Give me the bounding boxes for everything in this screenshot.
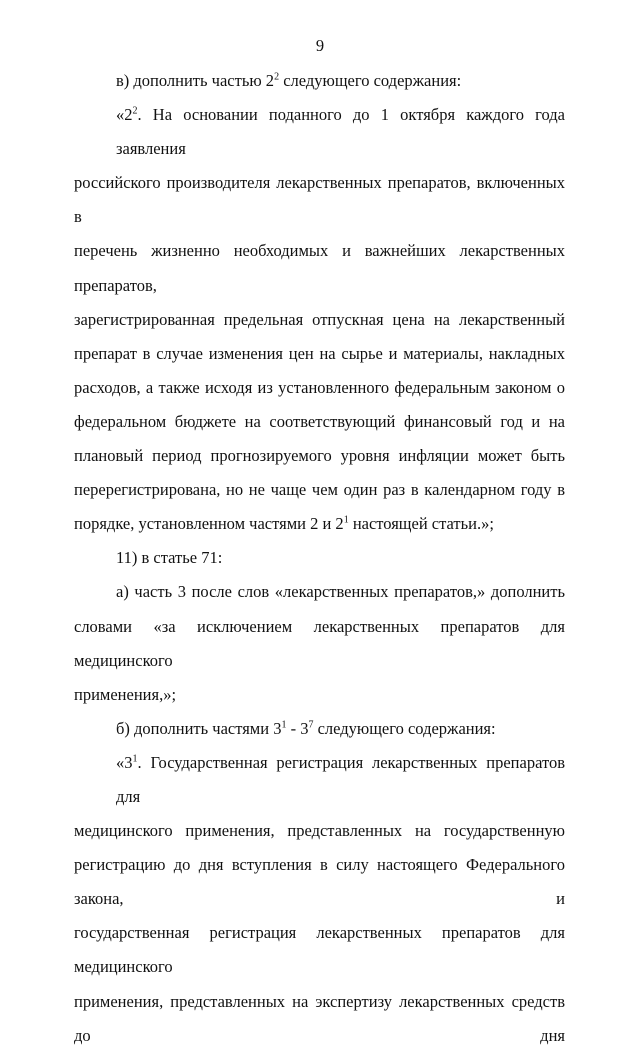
- text-run: расходов, а также исходя из установленного федеральным законом о: [74, 377, 565, 397]
- text-run: «2: [116, 105, 133, 125]
- text-run: государственная регистрация лекарственных препаратов для медицинского: [74, 923, 565, 977]
- text-run: в) дополнить частью 2: [116, 71, 275, 90]
- text-line: [74, 541, 565, 575]
- text-run: б) дополнить частями 3: [116, 718, 282, 738]
- superscript: 2: [274, 71, 280, 83]
- superscript: 2: [132, 105, 138, 117]
- text-run: применения,»;: [74, 684, 177, 704]
- text-run: настоящей статьи.»;: [348, 514, 494, 534]
- text-run: а) часть 3 после слов «лекарственных препаратов,» дополнить: [116, 582, 565, 602]
- text-line: [74, 746, 565, 814]
- text-line: [74, 985, 565, 1053]
- text-run: применения, представленных на экспертизу лекарственных средств до дня: [74, 991, 565, 1045]
- text-run: российского производителя лекарственных препаратов, включенных в: [74, 173, 565, 227]
- text-line: [74, 916, 565, 984]
- text-run: «3: [116, 752, 133, 772]
- text-run: медицинского применения, представленных на государственную: [74, 821, 565, 841]
- text-line: [74, 814, 565, 848]
- text-run: перечень жизненно необходимых и важнейших лекарственных препаратов,: [74, 241, 565, 295]
- text-line: [74, 64, 565, 98]
- text-run: следующего содержания:: [313, 718, 496, 738]
- text-line: [74, 303, 565, 337]
- text-run: следующего содержания:: [279, 71, 462, 90]
- text-line: [74, 166, 565, 234]
- text-line: [74, 234, 565, 302]
- text-line: [74, 371, 565, 405]
- page-number: 9: [315, 36, 325, 55]
- text-run: перерегистрирована, но не чаще чем один раз в календарном году в: [74, 480, 565, 500]
- text-line: [74, 678, 565, 712]
- superscript: 1: [132, 753, 138, 765]
- text-run: федеральном бюджете на соответствующий финансовый год и на: [74, 411, 565, 431]
- text-line: [74, 98, 565, 166]
- superscript: 7: [308, 719, 314, 731]
- document-body: [74, 64, 565, 1053]
- text-run: 11) в статье 71:: [116, 548, 223, 568]
- text-line: [74, 439, 565, 473]
- text-run: порядке, установленном частями 2 и 2: [74, 514, 344, 534]
- text-line: [74, 337, 565, 371]
- text-run: регистрацию до дня вступления в силу настоящего Федерального закона, и: [74, 855, 565, 909]
- text-line: [74, 712, 565, 746]
- text-run: . На основании поданного до 1 октября каждого года заявления: [116, 105, 565, 159]
- text-run: словами «за исключением лекарственных препаратов для медицинского: [74, 616, 565, 670]
- text-run: плановый период прогнозируемого уровня инфляции может быть: [74, 446, 565, 466]
- text-line: [74, 575, 565, 609]
- superscript: 1: [281, 719, 287, 731]
- text-run: . Государственная регистрация лекарственных препаратов для: [116, 752, 565, 806]
- text-line: [74, 848, 565, 916]
- text-line: [74, 473, 565, 507]
- text-run: зарегистрированная предельная отпускная цена на лекарственный: [74, 309, 565, 329]
- text-line: [74, 405, 565, 439]
- text-run: препарат в случае изменения цен на сырье и материалы, накладных: [74, 343, 565, 363]
- text-line: [74, 507, 565, 541]
- text-line: [74, 610, 565, 678]
- text-run: - 3: [286, 718, 309, 738]
- superscript: 1: [343, 514, 349, 526]
